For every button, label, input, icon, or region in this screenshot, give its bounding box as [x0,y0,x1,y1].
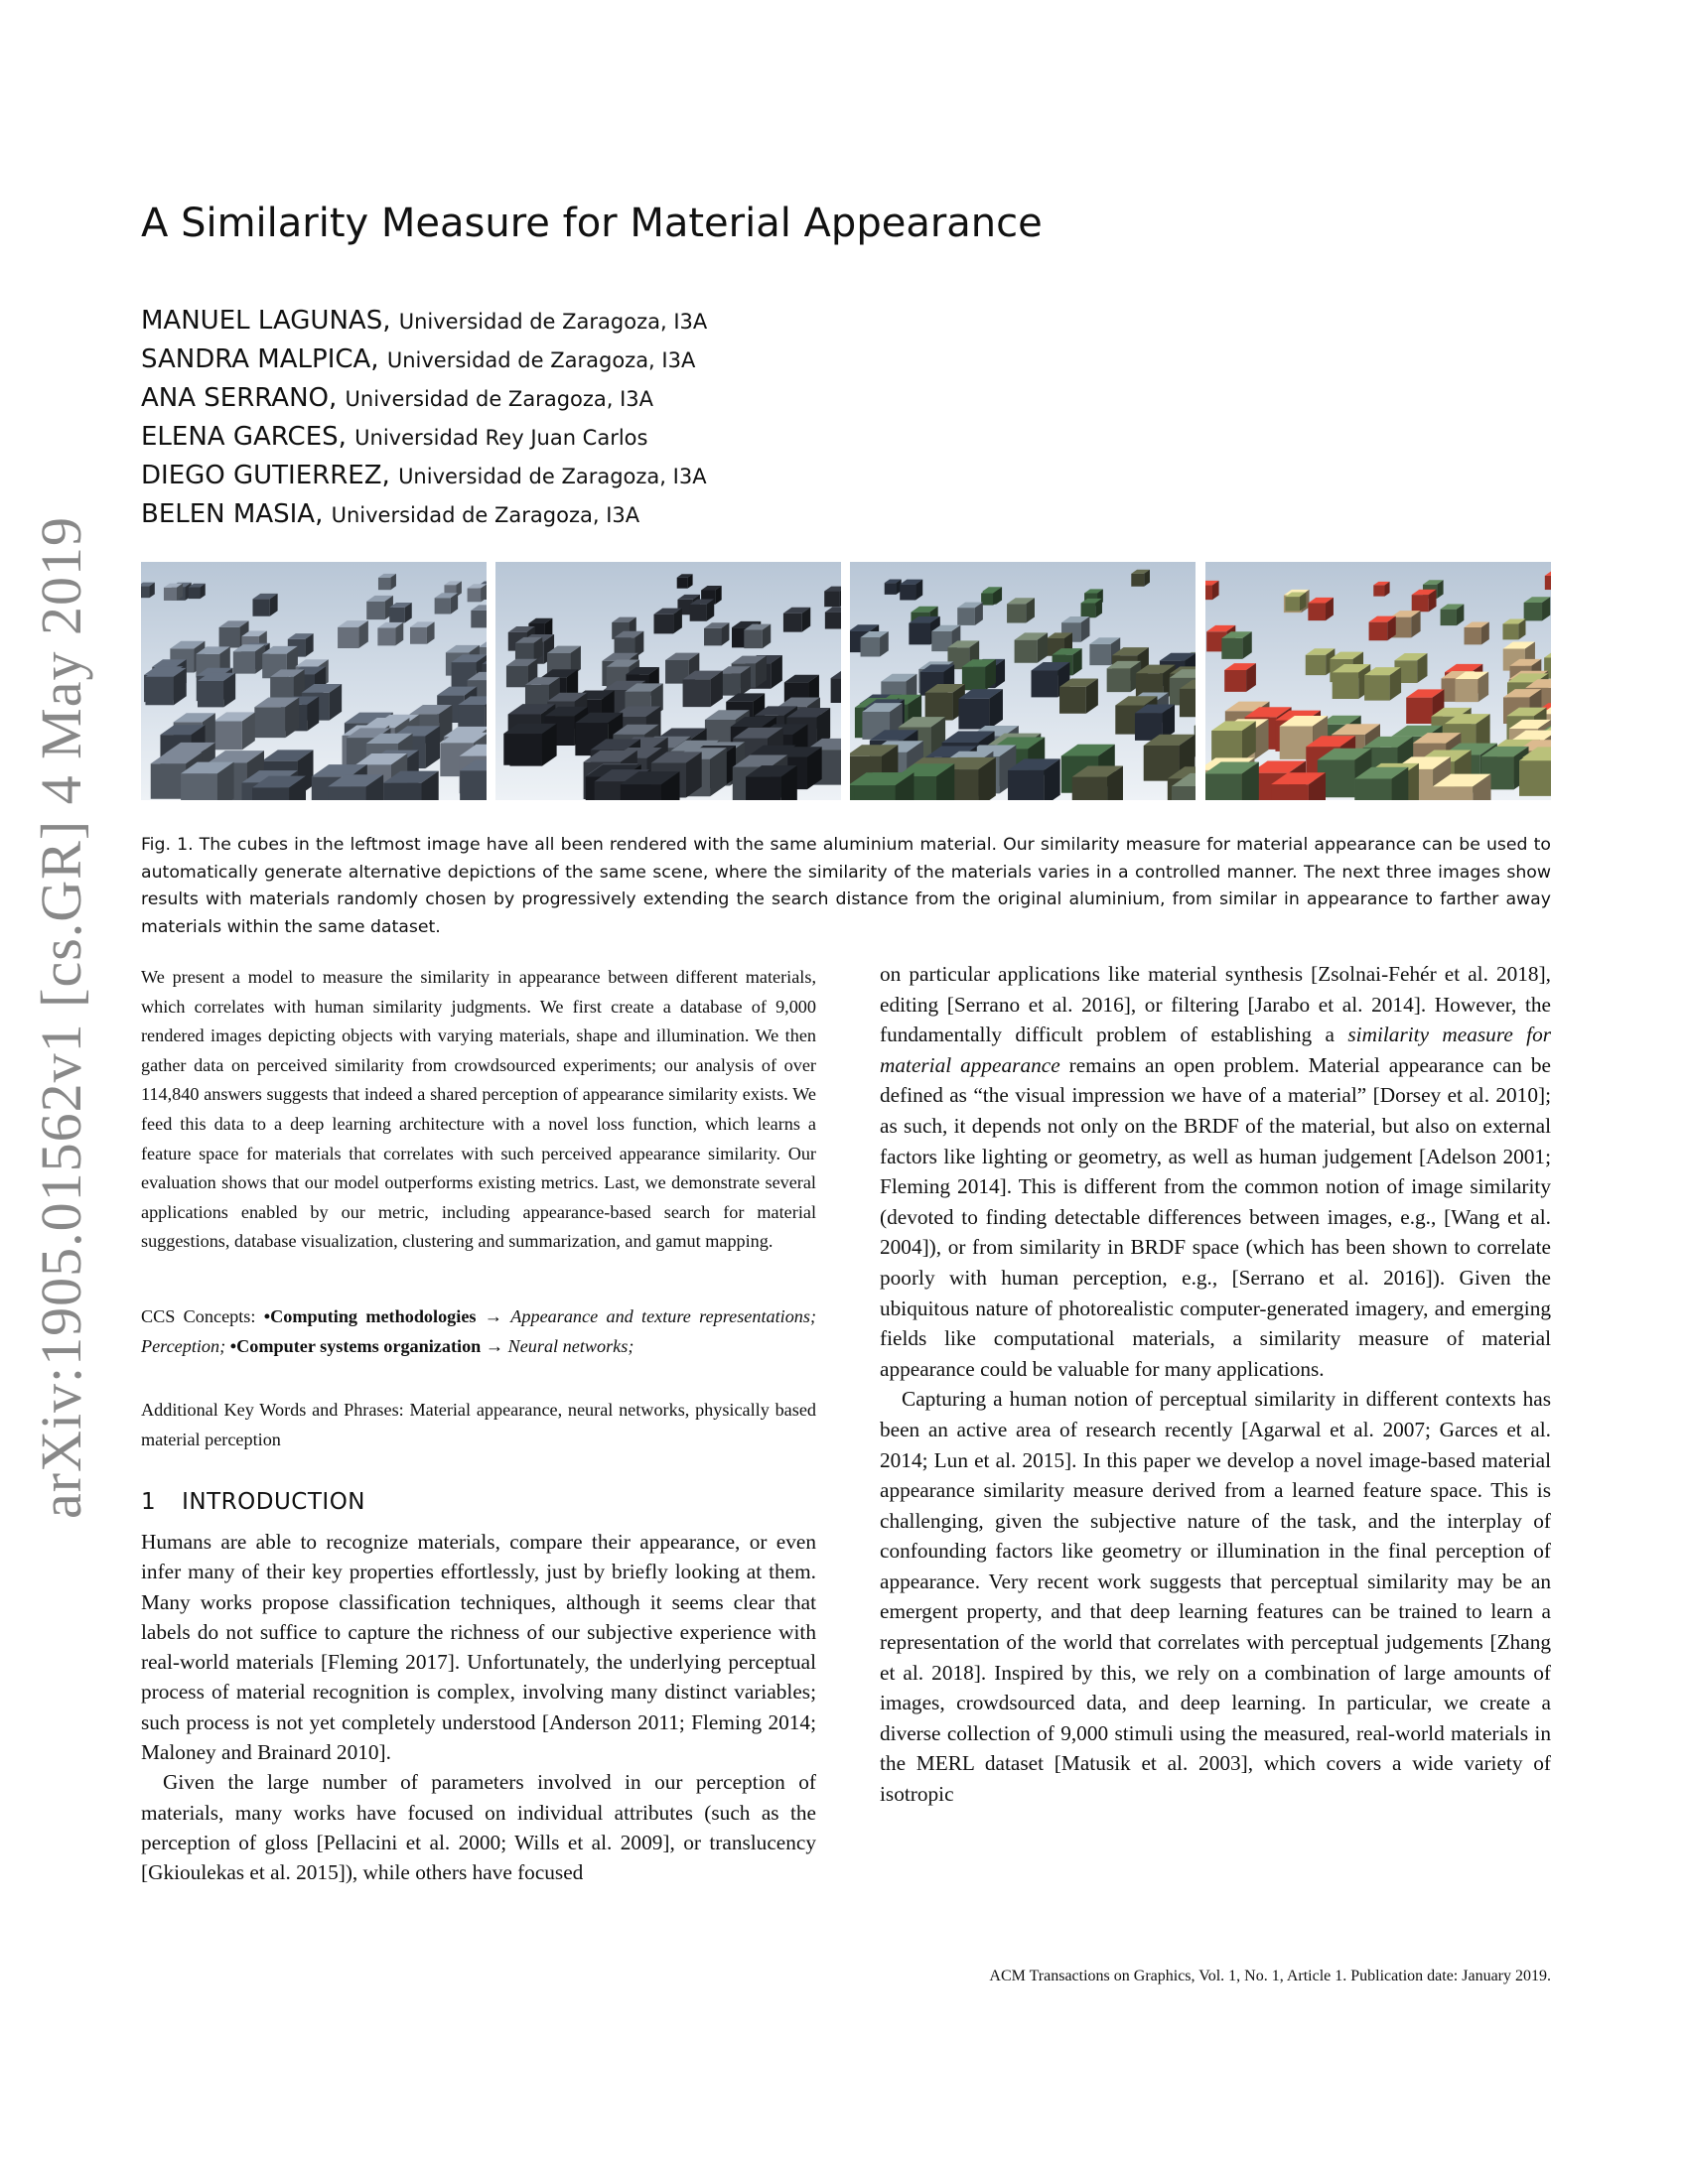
ccs-subconcept-1: Appearance and texture representations; Perception; [141,1306,817,1356]
ccs-label: CCS Concepts: [141,1306,256,1326]
ccs-concept-1: •Computing methodologies [263,1306,477,1326]
author-name: DIEGO GUTIERREZ, [141,461,390,490]
cube [1364,667,1401,701]
cube [885,579,902,594]
cube [957,603,983,625]
cube [145,668,186,705]
cube [254,697,299,738]
paper-title: A Similarity Measure for Material Appearance [141,201,1043,246]
author-affiliation: Universidad de Zaragoza, I3A [398,310,708,334]
ccs-subconcept-2: Neural networks; [507,1335,634,1356]
author-name: ANA SERRANO, [141,383,338,413]
section-title: INTRODUCTION [182,1489,366,1515]
cube [1412,590,1437,612]
cube [1224,663,1256,692]
cube [1015,632,1049,662]
section-number: 1 [141,1489,157,1515]
author-name: SANDRA MALPICA, [141,344,379,374]
cube [1308,598,1334,620]
cube [435,593,459,614]
cube [1211,721,1256,760]
teaser-panel-aluminium [141,562,487,800]
author-name: MANUEL LAGUNAS, [141,306,391,336]
abstract-text: We present a model to measure the similarity in appearance between different materials, which correlates with human similarity judgments. We first create a database of 9,000 rendered images depicting objects with varying materials, shape and illumination. We then gather data on perceived similarity from crowdsourced experiments; our analysis of over 114,840 answers suggests that indeed a shared perception of appearance similarity exists. We feed this data to a deep learning architecture with a novel loss function, which learns a feature space for materials that correlates with such perceived appearance similarity. Our evaluation shows that our model outperforms existing metrics. Last, we demonstrate several applications enabled by our metric, including appearance-based search for material suggestions, database visualization, clustering and summarization, and gamut mapping. [141,967,816,1252]
teaser-figure [141,562,1551,800]
author-name: ELENA GARCES, [141,422,347,452]
cube [677,574,693,588]
author-entry [141,341,707,379]
cube [654,609,682,634]
author-name: BELEN MASIA, [141,499,324,529]
cube [252,594,277,616]
cube [1007,598,1035,622]
cube [1285,593,1306,612]
cube [1502,618,1525,639]
author-affiliation: Universidad de Zaragoza, I3A [331,503,640,527]
author-entry [141,302,707,341]
cube [1465,622,1489,645]
teaser-panel-farthest [1205,562,1551,800]
text-run: on particular applications like material synthesis [Zsolnai-Fehér et al. 2018], editing [Serrano et al. 2016], or filtering [Jarabo et al. 2014]. However, the fundamentally difficult problem of establishing a [880,962,1551,1047]
cube [338,620,368,648]
keywords [141,1395,816,1454]
cube [141,583,155,599]
author-entry [141,418,707,457]
cube [1373,582,1389,597]
cube [189,584,206,599]
cube [719,666,751,695]
author-entry [141,495,707,534]
author-affiliation: Universidad de Zaragoza, I3A [386,348,696,372]
figure-caption: Fig. 1. The cubes in the leftmost image have all been rendered with the same aluminium material. Our similarity measure for material appearance can be used to automatically generate alternative depictions of the same scene, where the similarity of the materials varies in a controlled manner. The next three images show results with materials randomly chosen by progressively extending the search distance from the original aluminium, from similar in appearance to farther away materials within the same dataset. [141,835,1551,937]
cube [962,659,996,690]
emphasis-text: similarity measure for material appearance [880,1023,1552,1077]
page-footer: ACM Transactions on Graphics, Vol. 1, No. 1, Article 1. Publication date: January 2019. [989,1968,1551,1984]
cube [690,599,715,620]
cube [509,724,556,766]
cube [1205,761,1259,800]
ccs-arrow: → [485,1335,504,1356]
cube [164,584,183,601]
cube [270,669,304,700]
cube [683,671,723,708]
cube [981,590,998,606]
cube [861,631,889,657]
cube [1131,570,1150,587]
introduction-left-column [141,1527,816,1888]
ccs-concepts [141,1302,816,1361]
paragraph: Given the large number of parameters involved in our perception of materials, many works have focused on individual attributes (such as the perception of gloss [Pellacini et al. 2000; Wills et al. 2009], or translucency [Gkioulekas et al. 2015]), while others have focused [141,1770,816,1885]
cube [410,621,435,643]
right-column [880,959,1551,1810]
author-affiliation: Universidad de Zaragoza, I3A [398,465,707,488]
section-heading [141,1489,365,1515]
author-affiliation: Universidad de Zaragoza, I3A [345,387,654,411]
cube [378,574,396,590]
paragraph: Capturing a human notion of perceptual similarity in different contexts has been an active area of research recently [Agarwal et al. 2007; Garces et al. 2014; Lun et al. 2015]. In this paper we develop a novel image-based material appearance similarity measure derived from a learned feature space. This is challenging, given the subjective nature of the task, and the interplay of confounding factors like geometry or illumination in the final perception of appearance. Very recent work suggests that perceptual similarity may be an emergent property, and that deep learning features can be trained to learn a representation of the world that correlates with perceptual judgements [Zhang et al. 2018]. Inspired by this, we rely on a combination of large amounts of images, crowdsourced data, and deep learning. In particular, we create a diverse collection of 9,000 stimuli using the measured, real-world materials in the MERL dataset [Matusik et al. 2003], which covers a wide variety of isotropic [880,1387,1551,1807]
ccs-concept-2: •Computer systems organization [229,1335,482,1356]
cube [783,608,810,632]
cube [1221,631,1251,659]
cube [213,712,255,750]
cube [1455,672,1488,703]
cube [1441,605,1465,626]
paragraph: Humans are able to recognize materials, compare their appearance, or even infer many of their key properties effortlessly, just by briefly looking at them. Many works propose classification techniques, although it seems clear that labels do not suffice to capture the richness of our subjective experience with real-world materials [Fleming 2017]. Unfortunately, the underlying perceptual process of material recognition is complex, involving many distinct variables; such process is not yet completely understood [Anderson 2011; Fleming 2014; Maloney and Brainard 2010]. [141,1530,816,1765]
cube [1081,599,1102,617]
ccs-arrow: → [484,1306,502,1326]
cube [198,673,235,708]
cube [1524,597,1551,620]
author-entry [141,457,707,495]
cube [389,603,412,622]
paragraph [880,959,1551,1384]
teaser-panel-similar [495,562,841,800]
cube [958,689,1003,729]
cube [366,596,393,619]
abstract [141,963,816,1257]
teaser-panel-farther [850,562,1196,800]
cube [468,584,487,602]
cube [704,622,729,645]
cube [1059,678,1098,713]
cube [515,637,542,662]
author-affiliation: Universidad Rey Juan Carlos [354,426,648,450]
cube [233,644,265,673]
text-run: remains an open problem. Material appearance can be defined as “the visual impression we have of a material” [Dorsey et al. 2010]; as such, it depends not only on the BRDF of the material, but also on external factors like lighting or geometry, as well as human judgement [Adelson 2001; Fleming 2014]. This is different from the common notion of image similarity (devoted to finding detectable differences between images, e.g., [Wang et al. 2004]), or from similarity in BRDF space (which has been shown to correlate poorly with human perception, e.g., [Serrano et al. 2016]). Given the ubiquitous nature of photorealistic computer-generated imagery, and emerging fields like computational materials, a similarity measure of material appearance could be valuable for many applications. [880,1052,1551,1381]
cube [744,624,771,648]
author-list [141,302,707,534]
keywords-text: Additional Key Words and Phrases: Material appearance, neural networks, physically based material perception [141,1400,816,1449]
arxiv-identifier: arXiv:1905.01562v1 [cs.GR] 4 May 2019 [29,515,93,1519]
cube [900,580,922,601]
cube [1369,616,1396,641]
author-entry [141,379,707,418]
cube [1008,758,1060,800]
cube [377,622,403,645]
